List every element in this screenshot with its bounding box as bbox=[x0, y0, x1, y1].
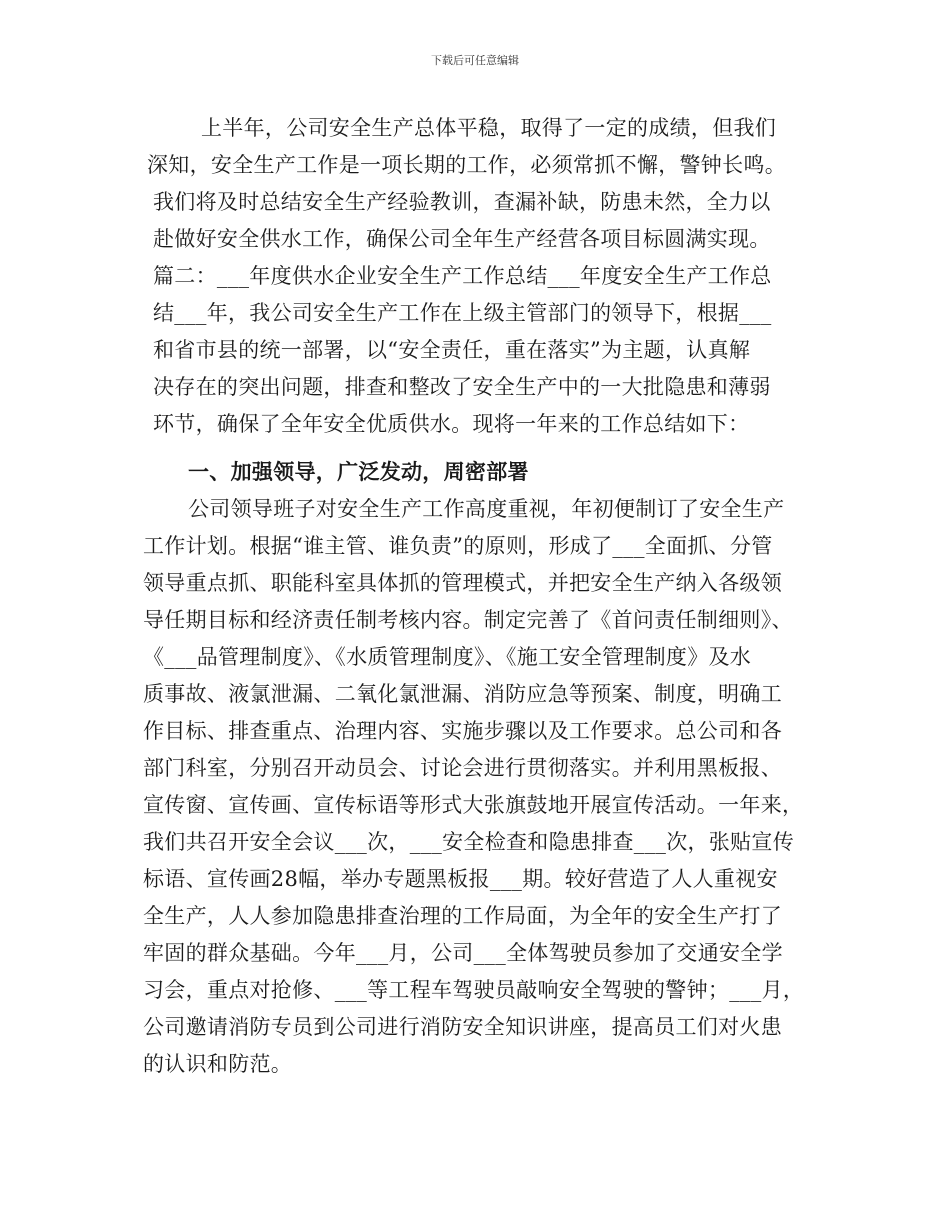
text-line: 《___品管理制度》、《水质管理制度》、《施工安全管理制度》及水 bbox=[143, 645, 752, 669]
text-line: 宣传窗、宣传画、宣传标语等形式大张旗鼓地开展宣传活动。一年来， bbox=[143, 793, 804, 817]
text-line: 质事故、液氯泄漏、二氧化氯泄漏、消防应急等预案、制度，明确工 bbox=[143, 682, 782, 706]
text-line: 决存在的突出问题，排查和整改了安全生产中的一大批隐患和薄弱 bbox=[153, 375, 771, 399]
text-line: 结___年，我公司安全生产工作在上级主管部门的领导下，根据___ bbox=[153, 301, 772, 325]
text-line: 标语、宣传画28幅，举办专题黑板报___期。较好营造了人人重视安 bbox=[143, 867, 778, 891]
text-line: 篇二：___年度供水企业安全生产工作总结___年度安全生产工作总 bbox=[153, 264, 772, 288]
text-line: 赴做好安全供水工作，确保公司全年生产经营各项目标圆满实现。 bbox=[153, 227, 771, 251]
text-line: 部门科室，分别召开动员会、讨论会进行贯彻落实。并利用黑板报、 bbox=[143, 756, 782, 780]
text-line: 我们将及时总结安全生产经验教训，查漏补缺，防患未然，全力以 bbox=[153, 190, 771, 214]
text-line: 和省市县的统一部署，以“安全责任，重在落实”为主题，认真解 bbox=[153, 338, 751, 362]
text-line: 的认识和防范。 bbox=[143, 1052, 293, 1076]
text-line: 作目标、排查重点、治理内容、实施步骤以及工作要求。总公司和各 bbox=[143, 719, 782, 743]
text-line: 上半年，公司安全生产总体平稳，取得了一定的成绩，但我们 bbox=[201, 116, 777, 140]
text-line: 工作计划。根据“谁主管、谁负责”的原则，形成了___全面抓、分管 bbox=[143, 534, 773, 558]
text-line: 公司邀请消防专员到公司进行消防安全知识讲座，提高员工们对火患 bbox=[143, 1015, 782, 1039]
text-line: 深知，安全生产工作是一项长期的工作，必须常抓不懈，警钟长鸣。 bbox=[147, 153, 786, 177]
text-line: 习会，重点对抢修、___等工程车驾驶员敲响安全驾驶的警钟；___月， bbox=[143, 978, 805, 1002]
text-line: 公司领导班子对安全生产工作高度重视，年初便制订了安全生产 bbox=[188, 497, 785, 521]
page-header: 下载后可任意编辑 bbox=[431, 54, 519, 67]
text-line: 我们共召开安全会议___次，___安全检查和隐患排查___次，张贴宣传 bbox=[143, 830, 794, 854]
text-line: 领导重点抓、职能科室具体抓的管理模式，并把安全生产纳入各级领 bbox=[143, 571, 782, 595]
text-line: 牢固的群众基础。今年___月，公司___全体驾驶员参加了交通安全学 bbox=[143, 941, 783, 965]
section-heading: 一、加强领导，广泛发动，周密部署 bbox=[188, 460, 529, 484]
text-line: 环节，确保了全年安全优质供水。现将一年来的工作总结如下： bbox=[153, 412, 750, 436]
text-line: 全生产，人人参加隐患排查治理的工作局面，为全年的安全生产打了 bbox=[143, 904, 782, 928]
text-line: 导任期目标和经济责任制考核内容。制定完善了《首问责任制细则》、 bbox=[143, 608, 793, 632]
